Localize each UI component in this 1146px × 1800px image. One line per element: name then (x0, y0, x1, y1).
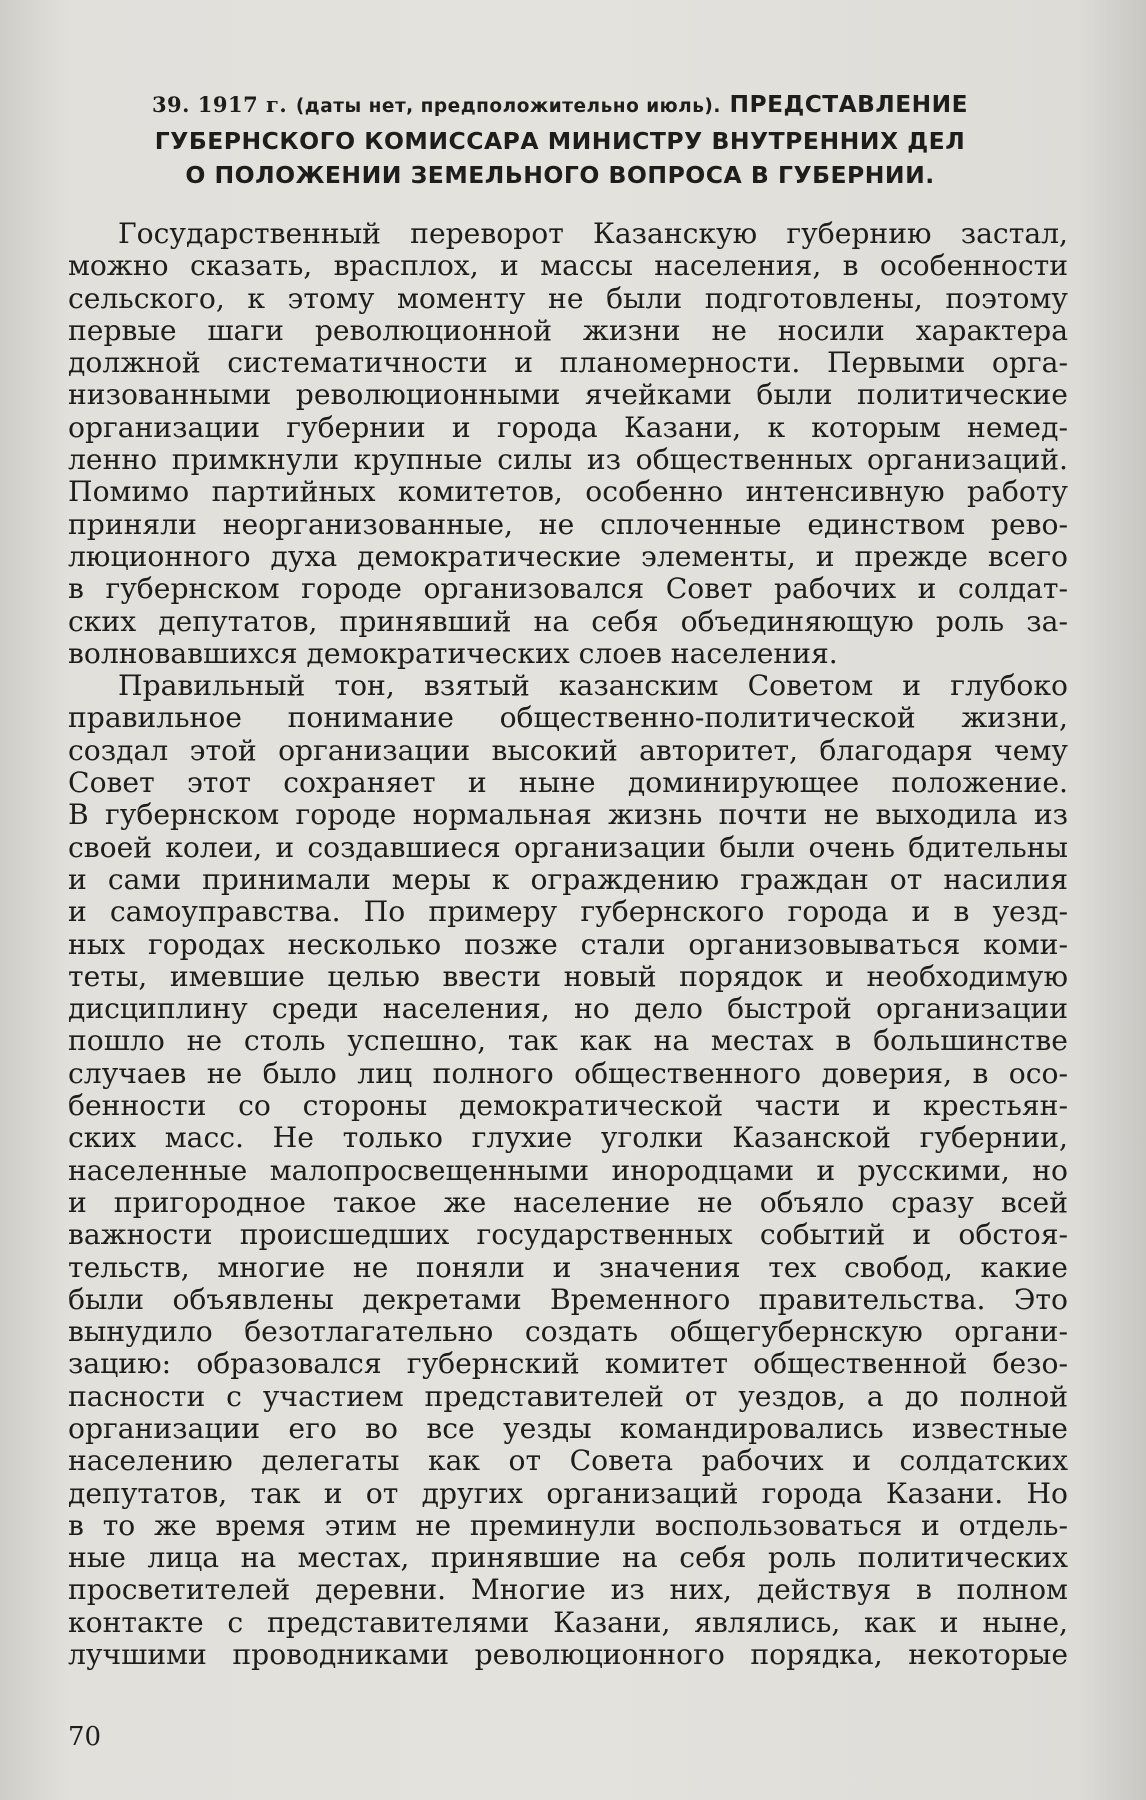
text-line: Государственный переворот Казанскую губернию застал, (118, 217, 1068, 250)
heading-line-2: ГУБЕРНСКОГО КОМИССАРА МИНИСТРУ ВНУТРЕННИХ ДЕЛ (154, 127, 966, 155)
text-line: сельского, к этому моменту не были подготовлены, поэтому (68, 281, 1068, 315)
text-line: волновавшихся демократических слоев населения. (68, 636, 838, 670)
text-line: Правильный тон, взятый казанским Советом и глубоко (118, 669, 1068, 703)
text-line: дисциплину среди населения, но дело быстрой организации (68, 992, 1068, 1026)
text-line: Помимо партийных комитетов, особенно интенсивную работу (68, 475, 1068, 509)
text-line: контакте с представителями Казани, являлись, как и ныне, (68, 1605, 1068, 1639)
heading-line-3: О ПОЛОЖЕНИИ ЗЕМЕЛЬНОГО ВОПРОСА В ГУБЕРНИИ. (185, 161, 935, 189)
text-line: организации его во все уезды командировались известные (68, 1411, 1068, 1445)
text-line: депутатов, так и от других организаций города Казани. Но (68, 1476, 1068, 1510)
text-line: В губернском городе нормальная жизнь почти не выходила из (68, 798, 1068, 832)
text-line: и сами принимали меры к ограждению граждан от насилия (68, 862, 1068, 896)
text-line: пасности с участием представителей от уездов, а до полной (68, 1379, 1068, 1413)
text-line: теты, имевшие целью ввести новый порядок и необходимую (68, 959, 1068, 993)
text-line: зацию: образовался губернский комитет общественной безо- (68, 1347, 1068, 1381)
text-line: Совет этот сохраняет и ныне доминирующее положение. (68, 766, 1068, 800)
text-line: люционного духа демократические элементы, и прежде всего (68, 539, 1068, 573)
text-line: и пригородное такое же население не объяло сразу всей (68, 1185, 1068, 1219)
text-line: случаев не было лиц полного общественного доверия, в осо- (68, 1056, 1068, 1090)
text-line: бенности со стороны демократической части и крестьян- (68, 1089, 1068, 1123)
text-line: были объявлены декретами Временного правительства. Это (68, 1282, 1068, 1316)
text-line: лучшими проводниками революционного порядка, некоторые (68, 1638, 1068, 1672)
text-line: организации губернии и города Казани, к которым немед- (68, 410, 1068, 444)
text-line: ских масс. Не только глухие уголки Казанской губернии, (68, 1121, 1068, 1155)
heading-number: 39. 1917 г. (151, 92, 288, 117)
text-line: правильное понимание общественно-политической жизни, (68, 701, 1068, 735)
heading-date-note: (даты нет, предположительно июль). (295, 96, 721, 117)
text-line: и самоуправства. По примеру губернского города и в уезд- (68, 895, 1068, 929)
text-line: пошло не столь успешно, так как на местах в большинстве (68, 1024, 1068, 1058)
text-line: должной систематичности и планомерности. Первыми орга- (68, 346, 1068, 380)
page-number: 70 (68, 1722, 102, 1752)
text-line: просветителей деревни. Многие из них, действуя в полном (68, 1573, 1068, 1607)
text-line: первые шаги революционной жизни не носили характера (68, 313, 1068, 347)
document-heading (90, 88, 1030, 192)
text-line: ных городах несколько позже стали организовываться коми- (68, 927, 1068, 961)
text-line: своей колеи, и создавшиеся организации были очень бдительны (68, 830, 1068, 864)
text-line: можно сказать, врасплох, и массы населения, в особенности (68, 249, 1068, 283)
heading-title-start: ПРЕДСТАВЛЕНИЕ (729, 91, 969, 118)
text-line: важности происшедших государственных событий и обстоя- (68, 1218, 1068, 1252)
text-line: в губернском городе организовался Совет рабочих и солдат- (68, 572, 1068, 606)
document-body (68, 218, 1068, 1671)
text-line: создал этой организации высокий авторитет, благодаря чему (68, 733, 1068, 767)
text-line: ленно примкнули крупные силы из общественных организаций. (68, 443, 1068, 477)
text-line: в то же время этим не преминули воспользоваться и отдель- (68, 1508, 1068, 1542)
text-line: ских депутатов, принявший на себя объединяющую роль за- (68, 604, 1068, 638)
text-line: тельств, многие не поняли и значения тех свобод, какие (68, 1250, 1068, 1284)
heading-line-1 (90, 88, 1030, 124)
text-line: ные лица на местах, принявшие на себя роль политических (68, 1541, 1068, 1575)
text-line: населению делегаты как от Совета рабочих и солдатских (68, 1444, 1068, 1478)
text-line: низованными революционными ячейками были политические (68, 378, 1068, 412)
text-line: приняли неорганизованные, не сплоченные единством рево- (68, 507, 1068, 541)
text-line: населенные малопросвещенными инородцами и русскими, но (68, 1153, 1068, 1187)
text-line: вынудило безотлагательно создать общегубернскую органи- (68, 1315, 1068, 1349)
